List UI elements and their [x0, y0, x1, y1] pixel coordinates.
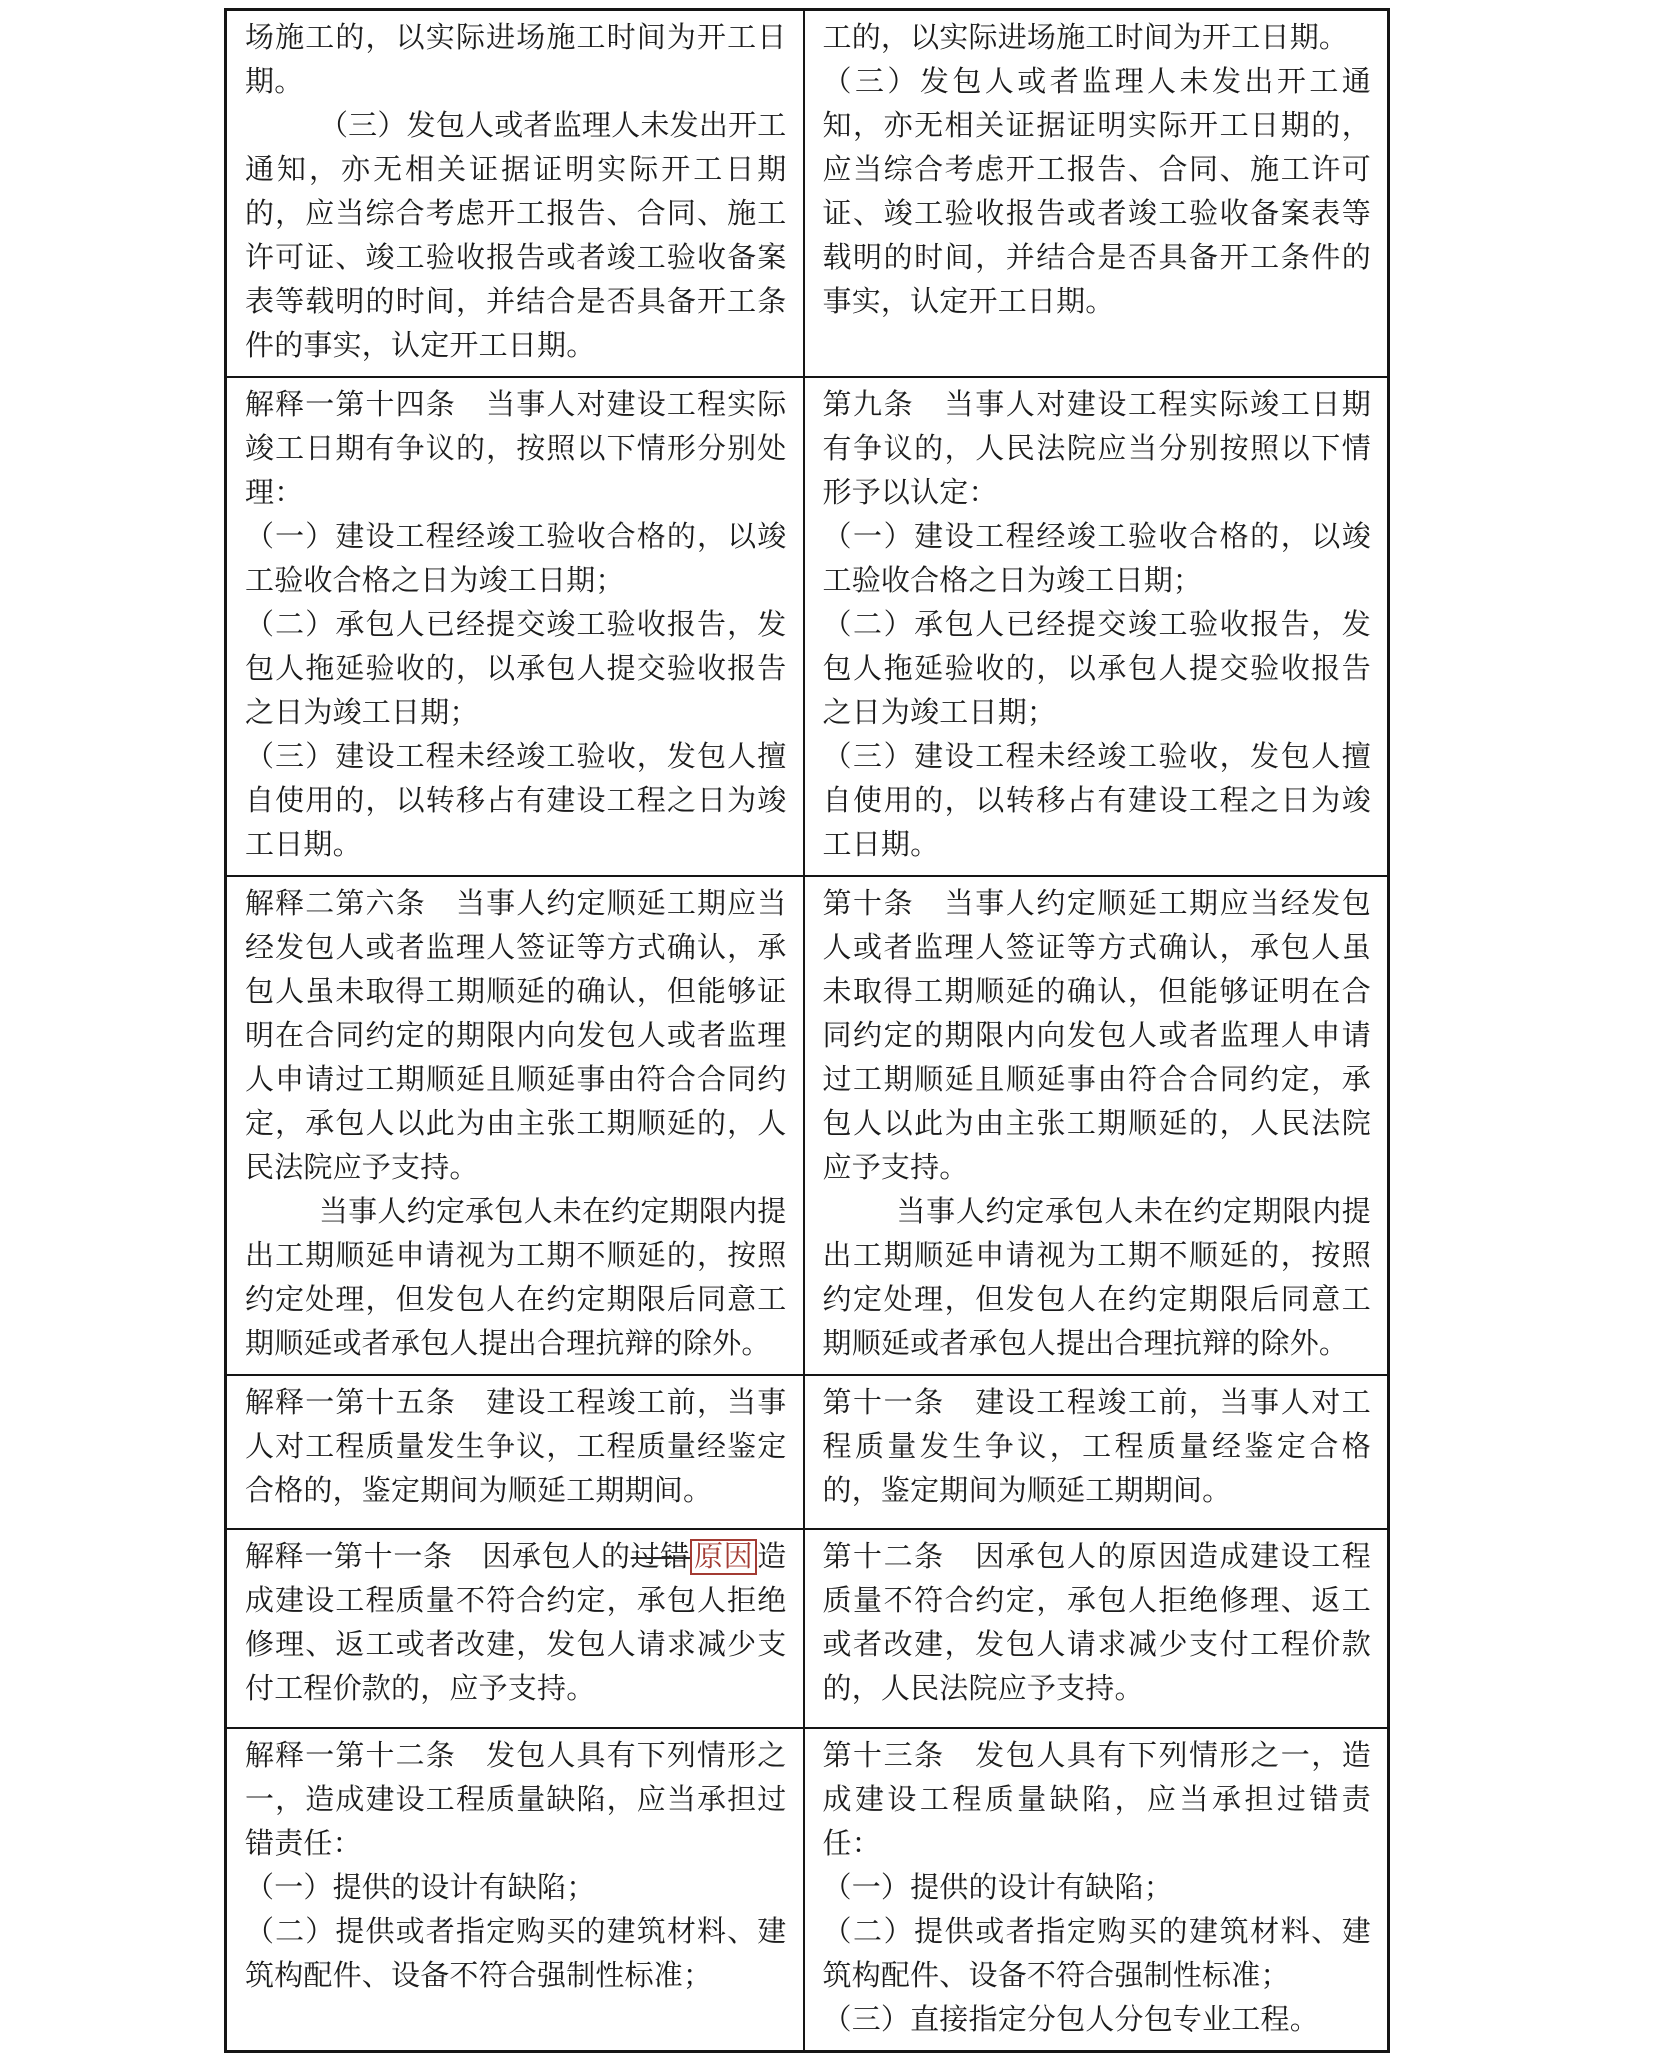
text-run: 解释一第十五条 建设工程竣工前，当事人对工程质量发生争议，工程质量经鉴定合格的，鉴定期间为顺延工期期间。 [245, 1387, 787, 1507]
paragraph [823, 1190, 1372, 1366]
text-run: （二）承包人已经提交竣工验收报告，发包人拖延验收的，以承包人提交验收报告之日为竣工日期； [245, 609, 787, 729]
table-cell-right-row-6 [804, 1728, 1389, 2052]
paragraph [823, 60, 1372, 324]
paragraph [823, 1998, 1372, 2042]
comparison-table-body [226, 10, 1389, 2052]
text-run: （三）发包人或者监理人未发出开工通知，亦无相关证据证明实际开工日期的，应当综合考虑开工报告、合同、施工许可证、竣工验收报告或者竣工验收备案表等载明的时间，并结合是否具备开工条件的事实，认定开工日期。 [822, 66, 1371, 318]
table-cell-left-row-1 [226, 10, 804, 378]
text-run: 解释一第十一条 因承包人的 [245, 1541, 631, 1573]
text-run: （二）提供或者指定购买的建筑材料、建筑构配件、设备不符合强制性标准； [245, 1916, 787, 1992]
paragraph [823, 16, 1372, 60]
text-run: 第十条 当事人约定顺延工期应当经发包人或者监理人签证等方式确认，承包人虽未取得工期顺延的确认，但能够证明在合同约定的期限内向发包人或者监理人申请过工期顺延且顺延事由符合合同约定，承包人以此为由主张工期顺延的，人民法院应予支持。 [822, 888, 1371, 1184]
text-run: （三）发包人或者监理人未发出开工通知，亦无相关证据证明实际开工日期的，应当综合考虑开工报告、合同、施工许可证、竣工验收报告或者竣工验收备案表等载明的时间，并结合是否具备开工条件的事实，认定开工日期。 [245, 110, 787, 362]
text-run: 解释二第六条 当事人约定顺延工期应当经发包人或者监理人签证等方式确认，承包人虽未取得工期顺延的确认，但能够证明在合同约定的期限内向发包人或者监理人申请过工期顺延且顺延事由符合合同约定，承包人以此为由主张工期顺延的，人民法院应予支持。 [245, 888, 787, 1184]
text-run: 场施工的，以实际进场施工时间为开工日期。 [245, 22, 787, 98]
text-run: （一）建设工程经竣工验收合格的，以竣工验收合格之日为竣工日期； [822, 521, 1371, 597]
text-run: （三）直接指定分包人分包专业工程。 [822, 2004, 1319, 2036]
text-run: 当事人约定承包人未在约定期限内提出工期顺延申请视为工期不顺延的，按照约定处理，但发包人在约定期限后同意工期顺延或者承包人提出合理抗辩的除外。 [245, 1196, 787, 1360]
paragraph [823, 383, 1372, 515]
paragraph [245, 515, 787, 603]
text-run: 第十一条 建设工程竣工前，当事人对工程质量发生争议，工程质量经鉴定合格的，鉴定期间为顺延工期期间。 [822, 1387, 1371, 1507]
paragraph [823, 735, 1372, 867]
table-cell-left-row-4 [226, 1375, 804, 1529]
paragraph [823, 1535, 1372, 1711]
paragraph [245, 1910, 787, 1998]
paragraph [245, 1381, 787, 1513]
text-run: （一）提供的设计有缺陷； [822, 1872, 1173, 1904]
table-cell-left-row-5 [226, 1529, 804, 1728]
paragraph [823, 515, 1372, 603]
table-row-5 [226, 1529, 1389, 1728]
paragraph [823, 1381, 1372, 1513]
text-run: （二）提供或者指定购买的建筑材料、建筑构配件、设备不符合强制性标准； [822, 1916, 1371, 1992]
table-row-2 [226, 377, 1389, 876]
text-run: 造成建设工程质量不符合约定，承包人拒绝修理、返工或者改建，发包人请求减少支付工程价款的，应予支持。 [245, 1541, 787, 1705]
text-run: （三）建设工程未经竣工验收，发包人擅自使用的，以转移占有建设工程之日为竣工日期。 [245, 741, 787, 861]
paragraph [245, 1190, 787, 1366]
inserted-text: 原因 [690, 1539, 757, 1575]
deleted-text: 过错 [630, 1541, 690, 1573]
paragraph [823, 1910, 1372, 1998]
table-row-1 [226, 10, 1389, 378]
text-run: （二）承包人已经提交竣工验收报告，发包人拖延验收的，以承包人提交验收报告之日为竣工日期； [822, 609, 1371, 729]
table-row-3 [226, 876, 1389, 1375]
paragraph [245, 383, 787, 515]
table-cell-left-row-3 [226, 876, 804, 1375]
text-run: （一）建设工程经竣工验收合格的，以竣工验收合格之日为竣工日期； [245, 521, 787, 597]
table-cell-right-row-3 [804, 876, 1389, 1375]
table-cell-right-row-2 [804, 377, 1389, 876]
text-run: 解释一第十二条 发包人具有下列情形之一，造成建设工程质量缺陷，应当承担过错责任： [245, 1740, 787, 1860]
table-row-6 [226, 1728, 1389, 2052]
paragraph [245, 603, 787, 735]
paragraph [245, 16, 787, 104]
text-run: 第九条 当事人对建设工程实际竣工日期有争议的，人民法院应当分别按照以下情形予以认定： [822, 389, 1371, 509]
text-run: 第十二条 因承包人的原因造成建设工程质量不符合约定，承包人拒绝修理、返工或者改建，发包人请求减少支付工程价款的，人民法院应予支持。 [822, 1541, 1371, 1705]
table-cell-right-row-5 [804, 1529, 1389, 1728]
text-run: （一）提供的设计有缺陷； [245, 1872, 596, 1904]
text-run: 当事人约定承包人未在约定期限内提出工期顺延申请视为工期不顺延的，按照约定处理，但发包人在约定期限后同意工期顺延或者承包人提出合理抗辩的除外。 [822, 1196, 1371, 1360]
table-cell-right-row-4 [804, 1375, 1389, 1529]
paragraph [245, 882, 787, 1190]
text-run: （三）建设工程未经竣工验收，发包人擅自使用的，以转移占有建设工程之日为竣工日期。 [822, 741, 1371, 861]
text-run: 工的，以实际进场施工时间为开工日期。 [822, 22, 1349, 54]
paragraph [823, 1734, 1372, 1866]
comparison-table [224, 8, 1390, 2053]
table-cell-left-row-2 [226, 377, 804, 876]
table-row-4 [226, 1375, 1389, 1529]
text-run: 第十三条 发包人具有下列情形之一，造成建设工程质量缺陷，应当承担过错责任： [822, 1740, 1371, 1860]
paragraph [823, 603, 1372, 735]
paragraph [245, 1535, 787, 1711]
paragraph [823, 882, 1372, 1190]
paragraph [245, 1734, 787, 1866]
paragraph [245, 1866, 787, 1910]
paragraph [245, 104, 787, 368]
paragraph [245, 735, 787, 867]
table-cell-right-row-1 [804, 10, 1389, 378]
table-cell-left-row-6 [226, 1728, 804, 2052]
paragraph [823, 1866, 1372, 1910]
text-run: 解释一第十四条 当事人对建设工程实际竣工日期有争议的，按照以下情形分别处理： [245, 389, 787, 509]
